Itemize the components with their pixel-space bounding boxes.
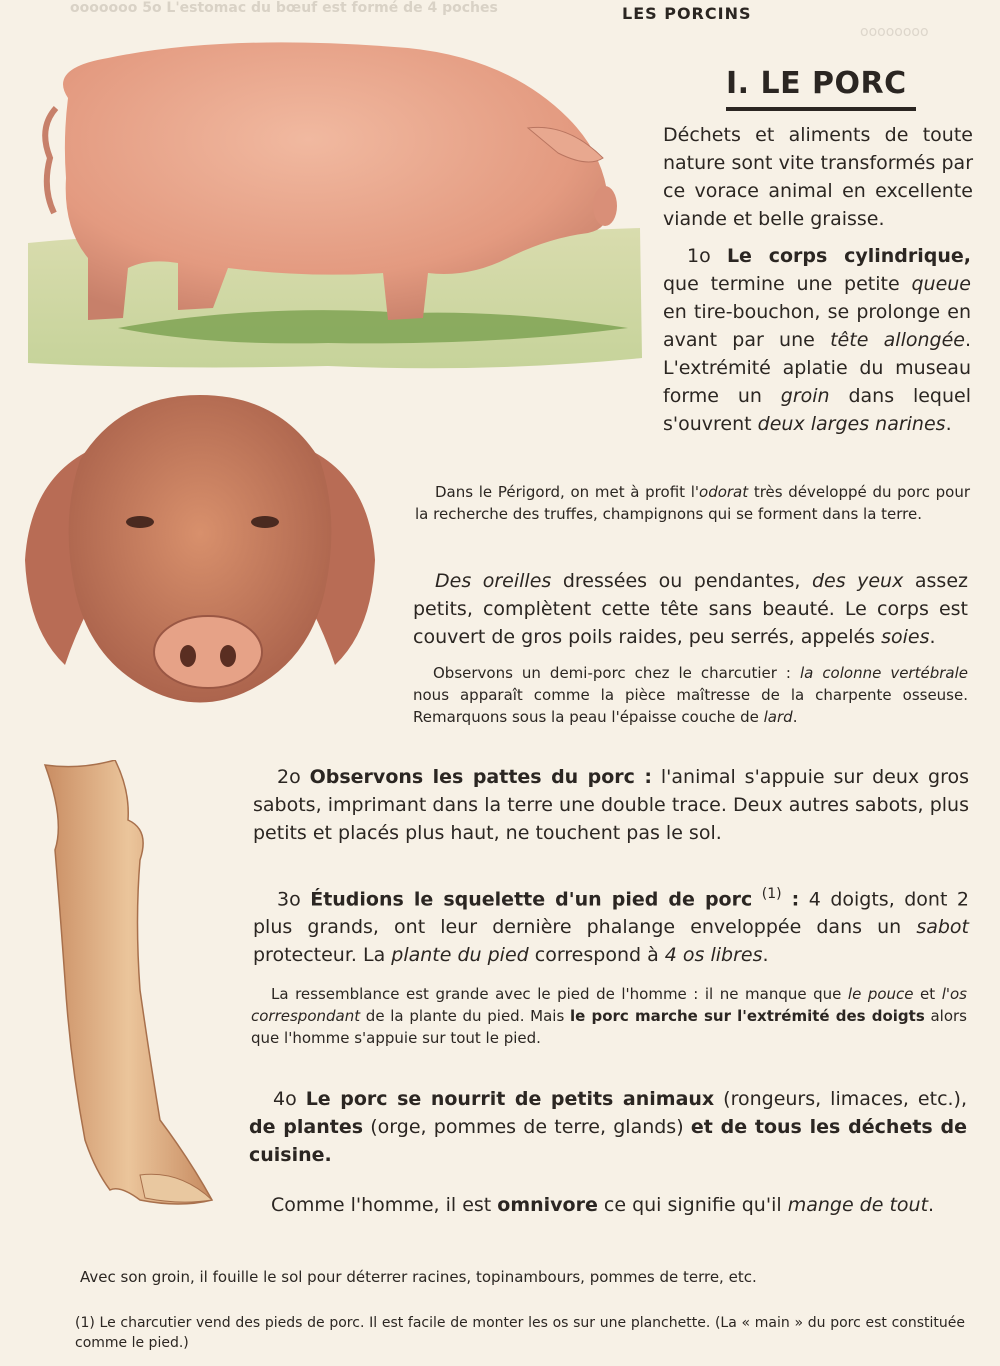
section-4-heading-2: de plantes (249, 1116, 364, 1138)
demi-porc-text-3: . (792, 708, 798, 726)
perigord-note (415, 481, 970, 525)
ressemblance-bold: le porc marche sur l'extrémité des doigts (569, 1007, 925, 1025)
section-3-os: 4 os libres (664, 944, 763, 967)
section-4-heading-3: et de tous les déchets de cuisine. (249, 1116, 968, 1166)
oreilles-yeux: des yeux (811, 570, 904, 592)
demi-porc-lard: lard (763, 708, 793, 726)
oreilles-text-1: dressées ou pendantes, (551, 570, 812, 592)
omnivore-text-3: . (928, 1194, 935, 1216)
section-3-text-4: . (762, 944, 769, 967)
section-1-text-5: . (945, 413, 952, 435)
pig-foot-illustration (40, 760, 220, 1210)
footnote: (1) Le charcutier vend des pieds de porc. Il est facile de monter les os sur une planchette. (La « main » du porc est constituée comme le pied.) (75, 1315, 965, 1351)
section-header: LES PORCINS (622, 4, 752, 23)
section-2-text-1: l'animal s'appuie sur deux gros sabots, imprimant dans la terre une double trace. Deux autres sabots, plus petits et placés plus haut, ne touchent pas le sol. (253, 766, 969, 844)
section-4-number: 4o (273, 1088, 297, 1110)
section-3-footnote-ref: (1) (761, 886, 782, 902)
pig-head-illustration (20, 390, 380, 720)
demi-porc-note (413, 662, 968, 728)
section-1-groin: groin (780, 385, 830, 407)
page-title: I. LE PORC (726, 66, 907, 101)
ressemblance-text-1: La ressemblance est grande avec le pied de l'homme : il ne manque que (271, 985, 848, 1003)
section-1-heading: Le corps cylindrique, (726, 245, 972, 267)
section-1-queue: queue (911, 273, 971, 295)
ressemblance-note (251, 983, 967, 1049)
title-underline (726, 107, 916, 111)
oreilles-paragraph (413, 567, 968, 651)
section-2-paragraph (253, 763, 969, 847)
oreilles-text-3: . (929, 626, 936, 648)
image-caption: Avec son groin, il fouille le sol pour déterrer racines, topinambours, pommes de terre, etc. (80, 1268, 757, 1286)
section-1-text-2: en tire-bouchon, se prolonge en avant par une (663, 301, 971, 351)
oreilles-soies: soies (881, 626, 930, 648)
demi-porc-colonne: la colonne vertébrale (799, 664, 968, 682)
oreilles-text-2: assez petits, complètent cette tête sans beauté. Le corps est couvert de gros poils raides, peu serrés, appelés (413, 570, 968, 648)
ressemblance-pouce: le pouce (847, 985, 914, 1003)
demi-porc-text-1: Observons un demi-porc chez le charcutier : (433, 664, 800, 682)
section-1-text-4: dans lequel s'ouvrent (663, 385, 971, 435)
section-4-text-1: (rongeurs, limaces, etc.), (714, 1088, 968, 1110)
perigord-odorat: odorat (699, 483, 749, 501)
section-3-text-3: correspond à (528, 944, 665, 967)
section-3-text-1: 4 doigts, dont 2 plus grands, ont leur dernière phalange enveloppée dans un (253, 888, 969, 939)
section-1-paragraph (663, 242, 971, 438)
section-3-number: 3o (277, 888, 301, 911)
oreilles-word: Des oreilles (435, 570, 552, 592)
ressemblance-os: l'os correspondant (251, 985, 967, 1025)
section-4-paragraph (249, 1085, 967, 1169)
section-3-paragraph (253, 880, 969, 969)
perigord-text-2: très développé du porc pour la recherche des truffes, champignons qui se forment dans la terre. (415, 483, 971, 523)
pig-illustration (28, 28, 648, 373)
demi-porc-text-2: nous apparaît comme la pièce maîtresse de la charpente osseuse. Remarquons sous la peau l'épaisse couche de (413, 686, 968, 726)
omnivore-text-2: ce qui signifie qu'il (597, 1194, 788, 1216)
ghost-text-right: oooooooo (860, 24, 929, 40)
perigord-text-1: Dans le Périgord, on met à profit l' (435, 483, 700, 501)
section-1-tete: tête allongée (830, 329, 965, 351)
section-4-heading-1: Le porc se nourrit de petits animaux (305, 1088, 715, 1110)
omnivore-word: omnivore (497, 1194, 598, 1216)
section-2-heading: Observons les pattes du porc : (309, 766, 653, 788)
section-3-colon: : (781, 888, 800, 911)
ressemblance-text-4: alors que l'homme s'appuie sur tout le pied. (251, 1007, 967, 1047)
section-1-text-1: que termine une petite (663, 273, 912, 295)
section-1-narines: deux larges narines (757, 413, 946, 435)
ghost-text-left: ooooooo 5o L'estomac du bœuf est formé de 4 poches (70, 0, 498, 16)
ressemblance-text-3: de la plante du pied. Mais (360, 1007, 570, 1025)
section-1-number: 1o (687, 245, 711, 267)
section-1-text-3: . L'extrémité aplatie du museau forme un (663, 329, 972, 407)
section-3-sabot: sabot (916, 916, 969, 939)
ressemblance-text-2: et (913, 985, 942, 1003)
section-3-heading: Étudions le squelette d'un pied de porc (310, 888, 753, 911)
section-4-text-2: (orge, pommes de terre, glands) (363, 1116, 691, 1138)
intro-paragraph: Déchets et aliments de toute nature sont vite transformés par ce vorace animal en excellente viande et belle graisse. (663, 124, 973, 230)
omnivore-mange: mange de tout (787, 1194, 929, 1216)
omnivore-text-1: Comme l'homme, il est (271, 1194, 498, 1216)
section-3-text-2: protecteur. La (253, 944, 392, 967)
section-2-number: 2o (277, 766, 301, 788)
section-3-plante: plante du pied (391, 944, 529, 967)
omnivore-paragraph (249, 1191, 965, 1219)
